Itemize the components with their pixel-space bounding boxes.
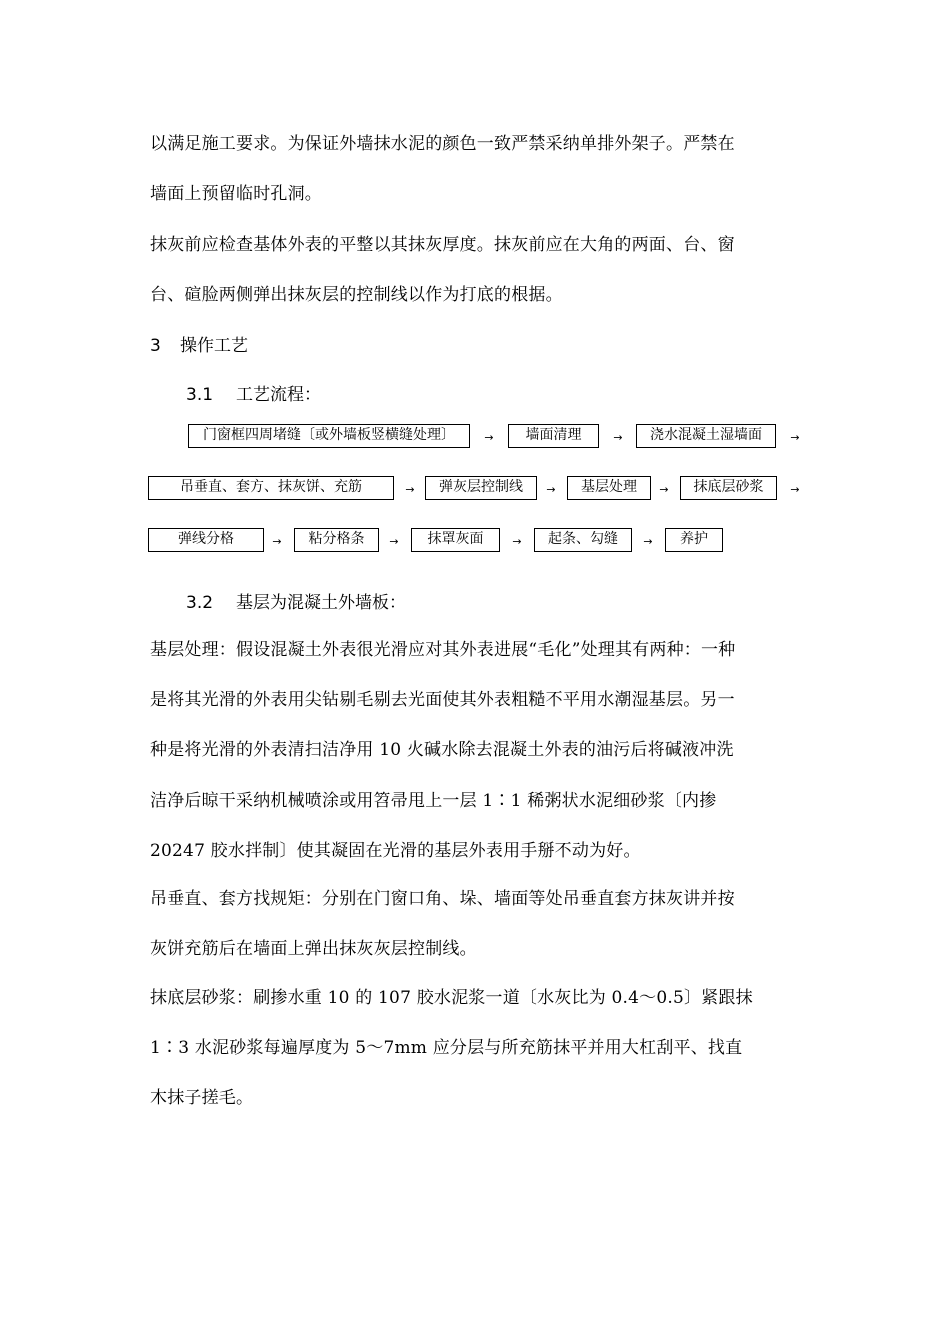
flow-step: 弹线分格 — [148, 528, 264, 552]
paragraph-line: 吊垂直、套方找规矩：分别在门窗口角、垛、墙面等处吊垂直套方抹灰讲并按 — [150, 889, 735, 909]
flow-arrow: → — [512, 535, 522, 548]
paragraph-line: 灰饼充筋后在墙面上弹出抹灰灰层控制线。 — [150, 939, 477, 959]
flow-step: 抹底层砂浆 — [680, 476, 777, 500]
paragraph-line: 基层处理：假设混凝土外表很光滑应对其外表进展“毛化”处理其有两种：一种 — [150, 640, 736, 660]
flow-step: 养护 — [665, 528, 723, 552]
flow-step: 门窗框四周堵缝〔或外墙板竖横缝处理〕 — [188, 424, 470, 448]
section-number: 3 — [150, 336, 161, 356]
paragraph-line: 墙面上预留临时孔洞。 — [150, 184, 322, 204]
section-title: 操作工艺 — [180, 336, 248, 356]
flow-step: 墙面清理 — [508, 424, 599, 448]
subsection-title: 工艺流程： — [236, 385, 321, 405]
subsection-heading — [186, 384, 321, 406]
flow-arrow: → — [659, 483, 669, 496]
paragraph-line: 种是将光滑的外表清扫洁净用 10 火碱水除去混凝土外表的油污后将碱液冲洗 — [150, 740, 734, 760]
subsection-heading — [186, 592, 406, 614]
flow-step: 粘分格条 — [294, 528, 379, 552]
subsection-title: 基层为混凝土外墙板： — [236, 593, 406, 613]
paragraph-line: 洁净后晾干采纳机械喷涂或用笤帚甩上一层 1∶1 稀粥状水泥细砂浆〔内掺 — [150, 791, 717, 811]
paragraph-line: 抹底层砂浆：刷掺水重 10 的 107 胶水泥浆一道〔水灰比为 0.4～0.5〕紧跟抹 — [150, 988, 753, 1008]
subsection-number: 3.2 — [186, 593, 214, 613]
flow-arrow: → — [405, 483, 415, 496]
flow-arrow: → — [389, 535, 399, 548]
paragraph-line: 台、碹脸两侧弹出抹灰层的控制线以作为打底的根据。 — [150, 285, 563, 305]
section-heading — [150, 335, 248, 357]
flow-step: 浇水混凝土湿墙面 — [636, 424, 776, 448]
flow-arrow: → — [790, 431, 800, 444]
flow-arrow: → — [643, 535, 653, 548]
flow-arrow: → — [272, 535, 282, 548]
paragraph-line: 抹灰前应检查基体外表的平整以其抹灰厚度。抹灰前应在大角的两面、台、窗 — [150, 235, 735, 255]
paragraph-line: 木抹子搓毛。 — [150, 1088, 254, 1108]
flow-arrow: → — [546, 483, 556, 496]
paragraph-line: 20247 胶水拌制〕使其凝固在光滑的基层外表用手掰不动为好。 — [150, 841, 641, 861]
paragraph-line: 1∶3 水泥砂浆每遍厚度为 5～7mm 应分层与所充筋抹平并用大杠刮平、找直 — [150, 1038, 743, 1058]
paragraph-line: 是将其光滑的外表用尖钻剔毛剔去光面使其外表粗糙不平用水潮湿基层。另一 — [150, 690, 735, 710]
paragraph-line: 以满足施工要求。为保证外墙抹水泥的颜色一致严禁采纳单排外架子。严禁在 — [150, 134, 735, 154]
subsection-number: 3.1 — [186, 385, 214, 405]
flow-arrow: → — [790, 483, 800, 496]
flow-arrow: → — [484, 431, 494, 444]
flow-step: 基层处理 — [567, 476, 651, 500]
flow-arrow: → — [613, 431, 623, 444]
flow-step: 抹罩灰面 — [411, 528, 500, 552]
flow-step: 吊垂直、套方、抹灰饼、充筋 — [148, 476, 394, 500]
flow-step: 弹灰层控制线 — [425, 476, 537, 500]
flow-step: 起条、勾缝 — [534, 528, 632, 552]
